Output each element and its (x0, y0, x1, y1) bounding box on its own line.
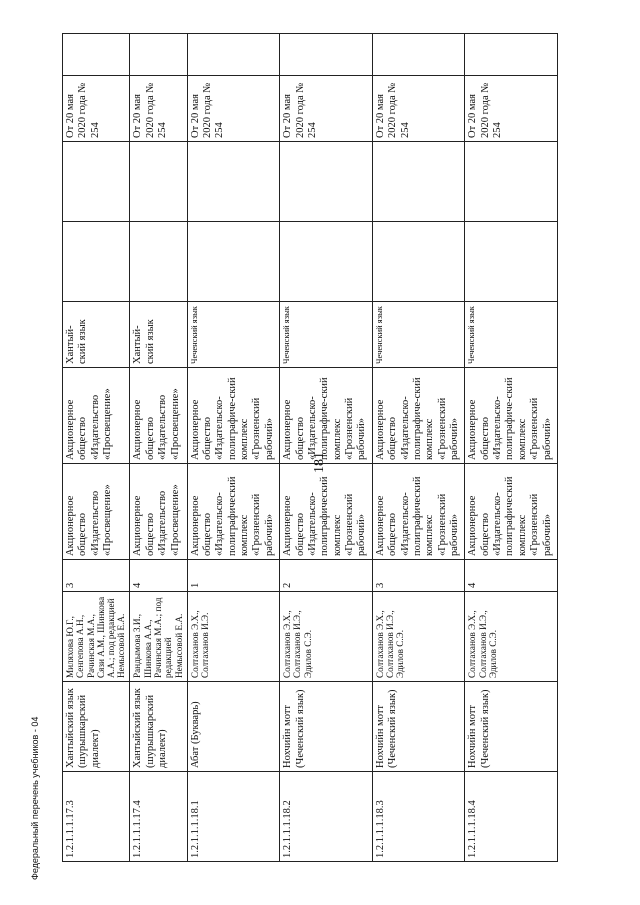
cell-authors: Солтаханов Э.Х., Солтаханов И.Э., Эдилов С.Э. (372, 592, 465, 682)
cell-empty (280, 142, 373, 222)
table-row (63, 34, 130, 862)
cell-date: От 20 мая 2020 года № 254 (465, 76, 558, 142)
cell-publisher: Акционерное общество «Издательско-полиграфический комплекс «Грозненский рабочий» (187, 464, 280, 560)
cell-empty (130, 142, 187, 222)
cell-code: 1.2.1.1.1.17.3 (63, 772, 130, 862)
cell-language: Чеченский язык (372, 302, 465, 368)
cell-publisher-2: Акционерное общество «Издательско-полиграфиче-ский комплекс «Грозненский рабочий» (465, 368, 558, 464)
cell-empty (187, 222, 280, 302)
page-number: 181 (312, 452, 327, 474)
cell-empty (465, 222, 558, 302)
cell-empty (280, 222, 373, 302)
cell-empty (372, 34, 465, 76)
cell-empty (63, 34, 130, 76)
cell-title: Нохчийн мотт (Чеченский язык) (372, 682, 465, 772)
cell-grade: 4 (130, 560, 187, 592)
textbook-list-table (62, 33, 558, 862)
cell-publisher: Акционерное общество «Издательско-полиграфический комплекс «Грозненский рабочий» (280, 464, 373, 560)
cell-publisher: Акционерное общество «Издательско-полиграфический комплекс «Грозненский рабочий» (465, 464, 558, 560)
cell-code: 1.2.1.1.1.18.2 (280, 772, 373, 862)
table-row (465, 34, 558, 862)
cell-empty (130, 222, 187, 302)
cell-authors: Солтаханов Э.Х., Солтаханов И.Э. (187, 592, 280, 682)
footer-text: Федеральный перечень учебников - 04 (30, 716, 40, 880)
cell-empty (130, 34, 187, 76)
cell-grade: 4 (465, 560, 558, 592)
cell-authors: Рандымова З.И., Шинкова А.А., Рачинская М.А.; под редакцией Немысовой Е.А. (130, 592, 187, 682)
cell-publisher-2: Акционерное общество «Издательство «Просвещение» (130, 368, 187, 464)
cell-language: Хантый-ский язык (63, 302, 130, 368)
cell-publisher-2: Акционерное общество «Издательско-полиграфиче-ский комплекс «Грозненский рабочий» (372, 368, 465, 464)
cell-date: От 20 мая 2020 года № 254 (63, 76, 130, 142)
cell-date: От 20 мая 2020 года № 254 (130, 76, 187, 142)
cell-publisher-2: Акционерное общество «Издательско-полиграфиче-ский комплекс «Грозненский рабочий» (280, 368, 373, 464)
cell-grade: 1 (187, 560, 280, 592)
cell-empty (187, 142, 280, 222)
cell-language: Чеченский язык (465, 302, 558, 368)
cell-publisher: Акционерное общество «Издательство «Просвещение» (63, 464, 130, 560)
cell-empty (63, 222, 130, 302)
cell-title: Абат (Букварь) (187, 682, 280, 772)
cell-language: Чеченский язык (187, 302, 280, 368)
cell-grade: 3 (372, 560, 465, 592)
cell-date: От 20 мая 2020 года № 254 (372, 76, 465, 142)
cell-authors: Миляхова Ю.Г., Сенгепова А.Н., Рачинская М.А., Сязи А.М., Шинкова А.А.; под редакцией Немысовой Е.А. (63, 592, 130, 682)
cell-publisher-2: Акционерное общество «Издательско-полиграфиче-ский комплекс «Грозненский рабочий» (187, 368, 280, 464)
cell-empty (280, 34, 373, 76)
cell-empty (187, 34, 280, 76)
table-row (130, 34, 187, 862)
cell-title: Хантыйский язык (шурышкарский диалект) (63, 682, 130, 772)
cell-code: 1.2.1.1.1.18.4 (465, 772, 558, 862)
table-row (280, 34, 373, 862)
cell-language: Чеченский язык (280, 302, 373, 368)
cell-code: 1.2.1.1.1.18.1 (187, 772, 280, 862)
cell-grade: 3 (63, 560, 130, 592)
cell-empty (372, 142, 465, 222)
cell-empty (63, 142, 130, 222)
table-row (187, 34, 280, 862)
cell-code: 1.2.1.1.1.18.3 (372, 772, 465, 862)
cell-authors: Солтаханов Э.Х., Солтаханов И.Э., Эдилов С.Э. (280, 592, 373, 682)
cell-publisher-2: Акционерное общество «Издательство «Просвещение» (63, 368, 130, 464)
cell-title: Нохчийн мотт (Чеченский язык) (280, 682, 373, 772)
cell-language: Хантый-ский язык (130, 302, 187, 368)
cell-date: От 20 мая 2020 года № 254 (280, 76, 373, 142)
cell-grade: 2 (280, 560, 373, 592)
cell-empty (372, 222, 465, 302)
cell-title: Нохчийн мотт (Чеченский язык) (465, 682, 558, 772)
cell-title: Хантыйский язык (шурышкарский диалект) (130, 682, 187, 772)
cell-empty (465, 142, 558, 222)
cell-date: От 20 мая 2020 года № 254 (187, 76, 280, 142)
cell-code: 1.2.1.1.1.17.4 (130, 772, 187, 862)
cell-publisher: Акционерное общество «Издательство «Просвещение» (130, 464, 187, 560)
cell-authors: Солтаханов Э.Х., Солтаханов И.Э., Эдилов С.Э. (465, 592, 558, 682)
cell-empty (465, 34, 558, 76)
textbook-table (62, 34, 558, 862)
table-row (372, 34, 465, 862)
cell-publisher: Акционерное общество «Издательско-полиграфический комплекс «Грозненский рабочий» (372, 464, 465, 560)
